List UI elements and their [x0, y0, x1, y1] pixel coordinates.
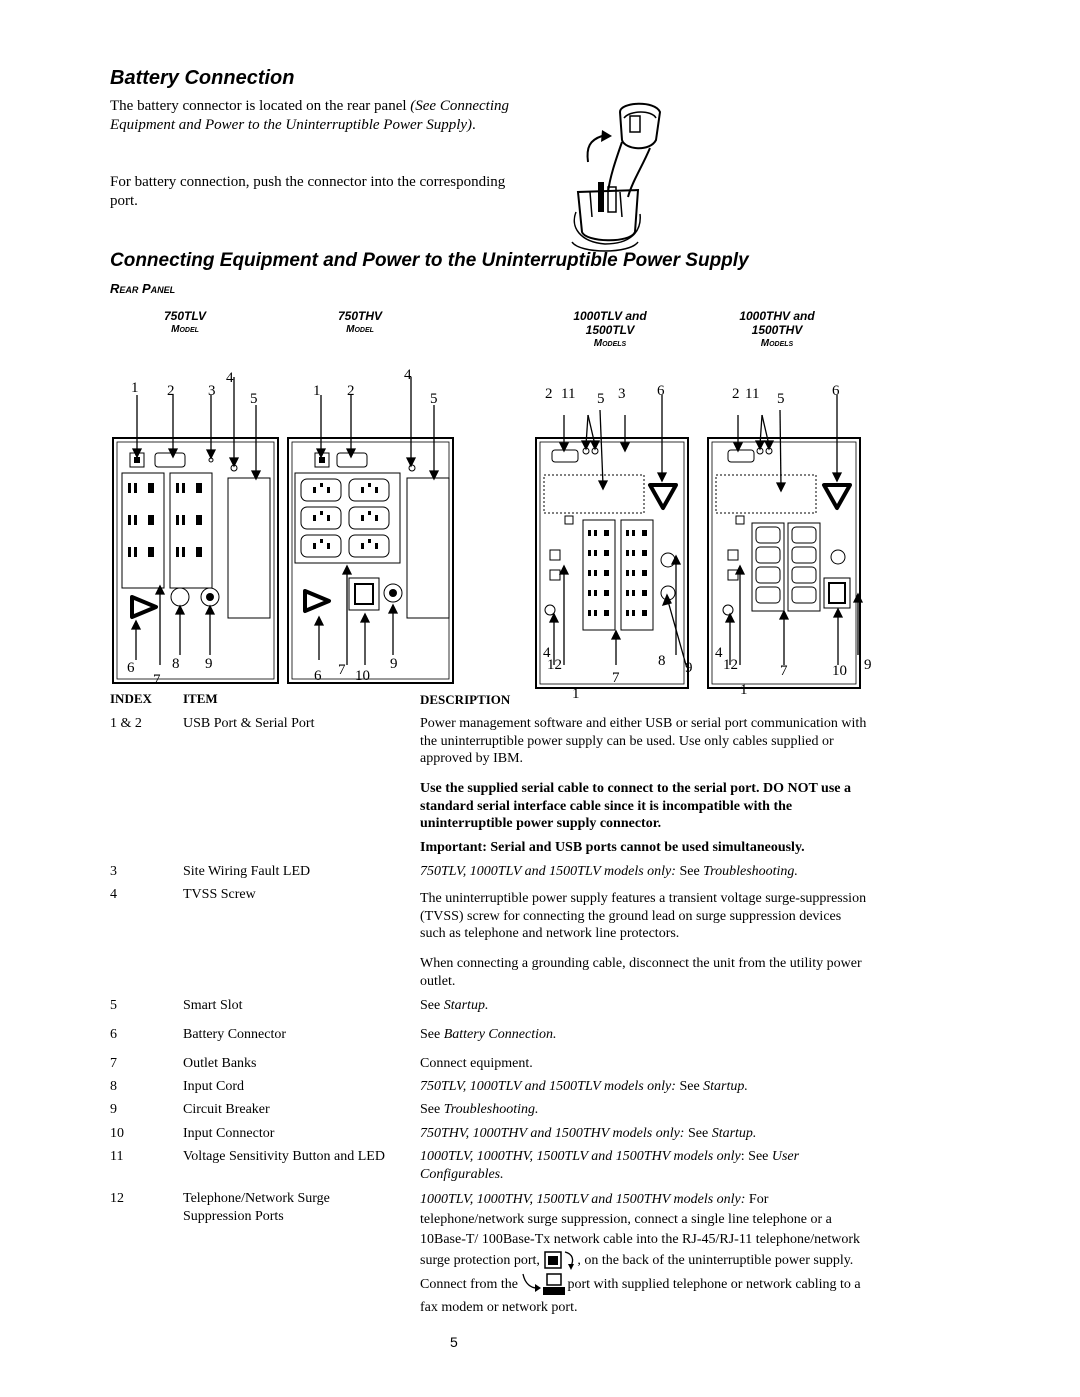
model-1000thv-name: 1000THV and: [739, 309, 815, 323]
callout-p3-11: 11: [561, 386, 576, 402]
callout-p3-2: 2: [545, 386, 553, 402]
callout-p2-10: 10: [355, 668, 370, 684]
row-description: [420, 997, 870, 1015]
page-number: 5: [450, 1334, 458, 1350]
callout-p2-7: 7: [338, 662, 346, 678]
callout-p3-3: 3: [618, 386, 626, 402]
model-1500tlv-name: 1500TLV: [585, 323, 635, 337]
row-description-warning: Use the supplied serial cable to connect to the serial port. DO NOT use a standard serial interface cable since it is incompatible with the uninterruptible power supply connector.: [420, 781, 851, 831]
row-item: Telephone/Network Surge Suppression Ports: [183, 1191, 330, 1224]
callout-p4-2: 2: [732, 386, 740, 402]
callout-p1-7: 7: [153, 672, 161, 688]
battery-paragraph-1: [110, 97, 535, 135]
row-item: Input Cord: [183, 1079, 245, 1094]
desc-plain: See: [420, 998, 444, 1013]
battery-p1-text: The battery connector is located on the rear panel: [110, 98, 411, 114]
rear-panel-750tlv: [110, 365, 290, 695]
callout-p2-4: 4: [404, 367, 412, 383]
row-description: [420, 1125, 870, 1143]
desc-tail-2: port with supplied telephone or network cabling to a fax modem or network port.: [420, 1277, 861, 1315]
callout-p3-1: 1: [572, 686, 580, 702]
row-item: Battery Connector: [183, 1027, 287, 1042]
desc-plain: For telephone/network surge suppression, connect a single line telephone or a 10Base-T/ 100Base-Tx network cable into the RJ-45/RJ-11 telephone/network surge protection port,: [420, 1192, 860, 1269]
desc-italic: 1000TLV, 1000THV, 1500TLV and 1500THV models only:: [420, 1192, 746, 1207]
row-item: TVSS Screw: [183, 887, 256, 902]
row-index: 12: [110, 1191, 124, 1206]
desc-reference: Troubleshooting.: [703, 864, 798, 879]
desc-reference: User Configurables.: [420, 1149, 800, 1182]
rear-panel-1000tlv: [528, 365, 703, 700]
callout-p3-6: 6: [657, 383, 665, 399]
row-description: Power management software and either USB or serial port communication with the uninterruptible power supply can be used. Use only cables supplied or approved by IBM.: [420, 716, 867, 766]
desc-plain: See: [675, 1079, 704, 1094]
callout-p4-10: 10: [832, 663, 847, 679]
desc-reference: Startup.: [703, 1079, 748, 1094]
desc-plain: See: [675, 864, 704, 879]
row-description: [420, 1101, 870, 1119]
battery-p1-reference: (See Connecting Equipment and Power to the Uninterruptible Power Supply): [110, 98, 509, 133]
desc-italic: 750THV, 1000THV and 1500THV models only:: [420, 1126, 685, 1141]
callout-p4-7: 7: [780, 663, 788, 679]
row-item: Circuit Breaker: [183, 1102, 270, 1117]
callout-p4-11: 11: [745, 386, 760, 402]
model-750tlv-name: 750TLV: [163, 309, 207, 323]
callout-p2-2: 2: [347, 383, 355, 399]
row-item: Smart Slot: [183, 998, 243, 1013]
row-index: 5: [110, 998, 117, 1013]
row-description: Connect equipment.: [420, 1056, 533, 1071]
row-index: 10: [110, 1126, 124, 1141]
callout-p3-12: 12: [547, 657, 562, 673]
row-index: 4: [110, 887, 117, 902]
battery-section-title: Battery Connection: [110, 67, 295, 89]
desc-plain: See: [420, 1102, 444, 1117]
model-750tlv-label: Model: [171, 324, 199, 335]
callout-p2-9: 9: [390, 656, 398, 672]
desc-plain: : See: [740, 1149, 772, 1164]
row-description: [420, 1078, 870, 1096]
table-header-description: DESCRIPTION: [420, 692, 511, 707]
callout-p3-7: 7: [612, 670, 620, 686]
model-1500thv-name: 1500THV: [751, 323, 803, 337]
battery-connector-illustration: [560, 92, 685, 262]
row-item: Outlet Banks: [183, 1056, 257, 1071]
callout-p3-4: 4: [543, 645, 551, 661]
row-description-note: When connecting a grounding cable, disconnect the unit from the utility power outlet.: [420, 956, 862, 989]
connect-section-title: Connecting Equipment and Power to the Uninterruptible Power Supply: [110, 250, 749, 271]
desc-italic: 750TLV, 1000TLV and 1500TLV models only:: [420, 1079, 676, 1094]
row-item: USB Port & Serial Port: [183, 716, 315, 731]
telephone-port-icon: [543, 1250, 577, 1272]
callout-p4-1: 1: [740, 682, 748, 698]
desc-reference: Startup.: [443, 998, 489, 1013]
callout-p1-9: 9: [205, 656, 213, 672]
callout-p4-4: 4: [715, 645, 723, 661]
desc-plain: See: [420, 1027, 444, 1042]
row-index: 7: [110, 1056, 117, 1071]
model-header-1000tlv: [555, 309, 665, 351]
model-header-750thv: [315, 309, 405, 337]
row-item: Input Connector: [183, 1126, 275, 1141]
callout-p1-8: 8: [172, 656, 180, 672]
desc-reference: Troubleshooting.: [443, 1102, 539, 1117]
callout-p1-3: 3: [208, 383, 216, 399]
callout-p2-5: 5: [430, 391, 438, 407]
table-header-index: INDEX: [110, 691, 152, 706]
rear-panel-label: Rear Panel: [110, 281, 176, 296]
rear-panel-750thv: [285, 365, 465, 695]
desc-tail: , on the back of the uninterruptible power supply. Connect from the: [420, 1253, 854, 1293]
desc-italic: 1000TLV, 1000THV, 1500TLV and 1500THV models only: [420, 1149, 741, 1164]
rear-panel-1000thv: [700, 365, 880, 700]
callout-p2-6: 6: [314, 668, 322, 684]
model-header-1000thv: [722, 309, 832, 351]
model-header-750tlv: [140, 309, 230, 337]
callout-p4-5: 5: [777, 391, 785, 407]
row-index: 9: [110, 1102, 117, 1117]
battery-p1-period: .: [472, 117, 476, 133]
row-description: [420, 1026, 870, 1044]
callout-p1-2: 2: [167, 383, 175, 399]
row-index: 11: [110, 1149, 124, 1164]
model-1000thv-label: Models: [760, 338, 794, 349]
row-item: Site Wiring Fault LED: [183, 864, 311, 879]
row-description: [420, 1190, 870, 1318]
model-1000tlv-name: 1000TLV and: [573, 309, 647, 323]
desc-plain: See: [684, 1126, 712, 1141]
callout-p1-4: 4: [226, 370, 234, 386]
row-item: Voltage Sensitivity Button and LED: [183, 1149, 385, 1164]
row-index: 3: [110, 864, 117, 879]
callout-p4-6: 6: [832, 383, 840, 399]
row-description: [420, 1148, 870, 1183]
row-index: 8: [110, 1079, 117, 1094]
row-description: [420, 863, 870, 881]
callout-p4-12: 12: [723, 657, 738, 673]
desc-reference: Startup.: [711, 1126, 757, 1141]
row-index: 6: [110, 1027, 117, 1042]
row-description-important: Important: Serial and USB ports cannot be used simultaneously.: [420, 840, 805, 855]
callout-p1-6: 6: [127, 660, 135, 676]
callout-p3-5: 5: [597, 391, 605, 407]
table-header-item: ITEM: [183, 691, 218, 706]
model-750thv-label: Model: [346, 324, 374, 335]
model-750thv-name: 750THV: [337, 309, 383, 323]
model-1000tlv-label: Models: [593, 338, 627, 349]
battery-paragraph-2: For battery connection, push the connector into the corresponding port.: [110, 174, 506, 209]
row-description: The uninterruptible power supply features a transient voltage surge-suppression (TVSS) screw for connecting the ground lead on surge suppression devices such as telephone and network line protectors.: [420, 891, 867, 941]
callout-p2-1: 1: [313, 383, 321, 399]
desc-reference: Battery Connection.: [443, 1027, 557, 1042]
row-index: 1 & 2: [110, 716, 142, 731]
callout-p1-5: 5: [250, 391, 258, 407]
desc-italic: 750TLV, 1000TLV and 1500TLV models only:: [420, 864, 676, 879]
callout-p4-9: 9: [864, 657, 872, 673]
network-port-icon: [521, 1272, 567, 1298]
callout-p3-8: 8: [658, 653, 666, 669]
callout-p3-9: 9: [685, 660, 693, 676]
callout-p1-1: 1: [131, 380, 139, 396]
